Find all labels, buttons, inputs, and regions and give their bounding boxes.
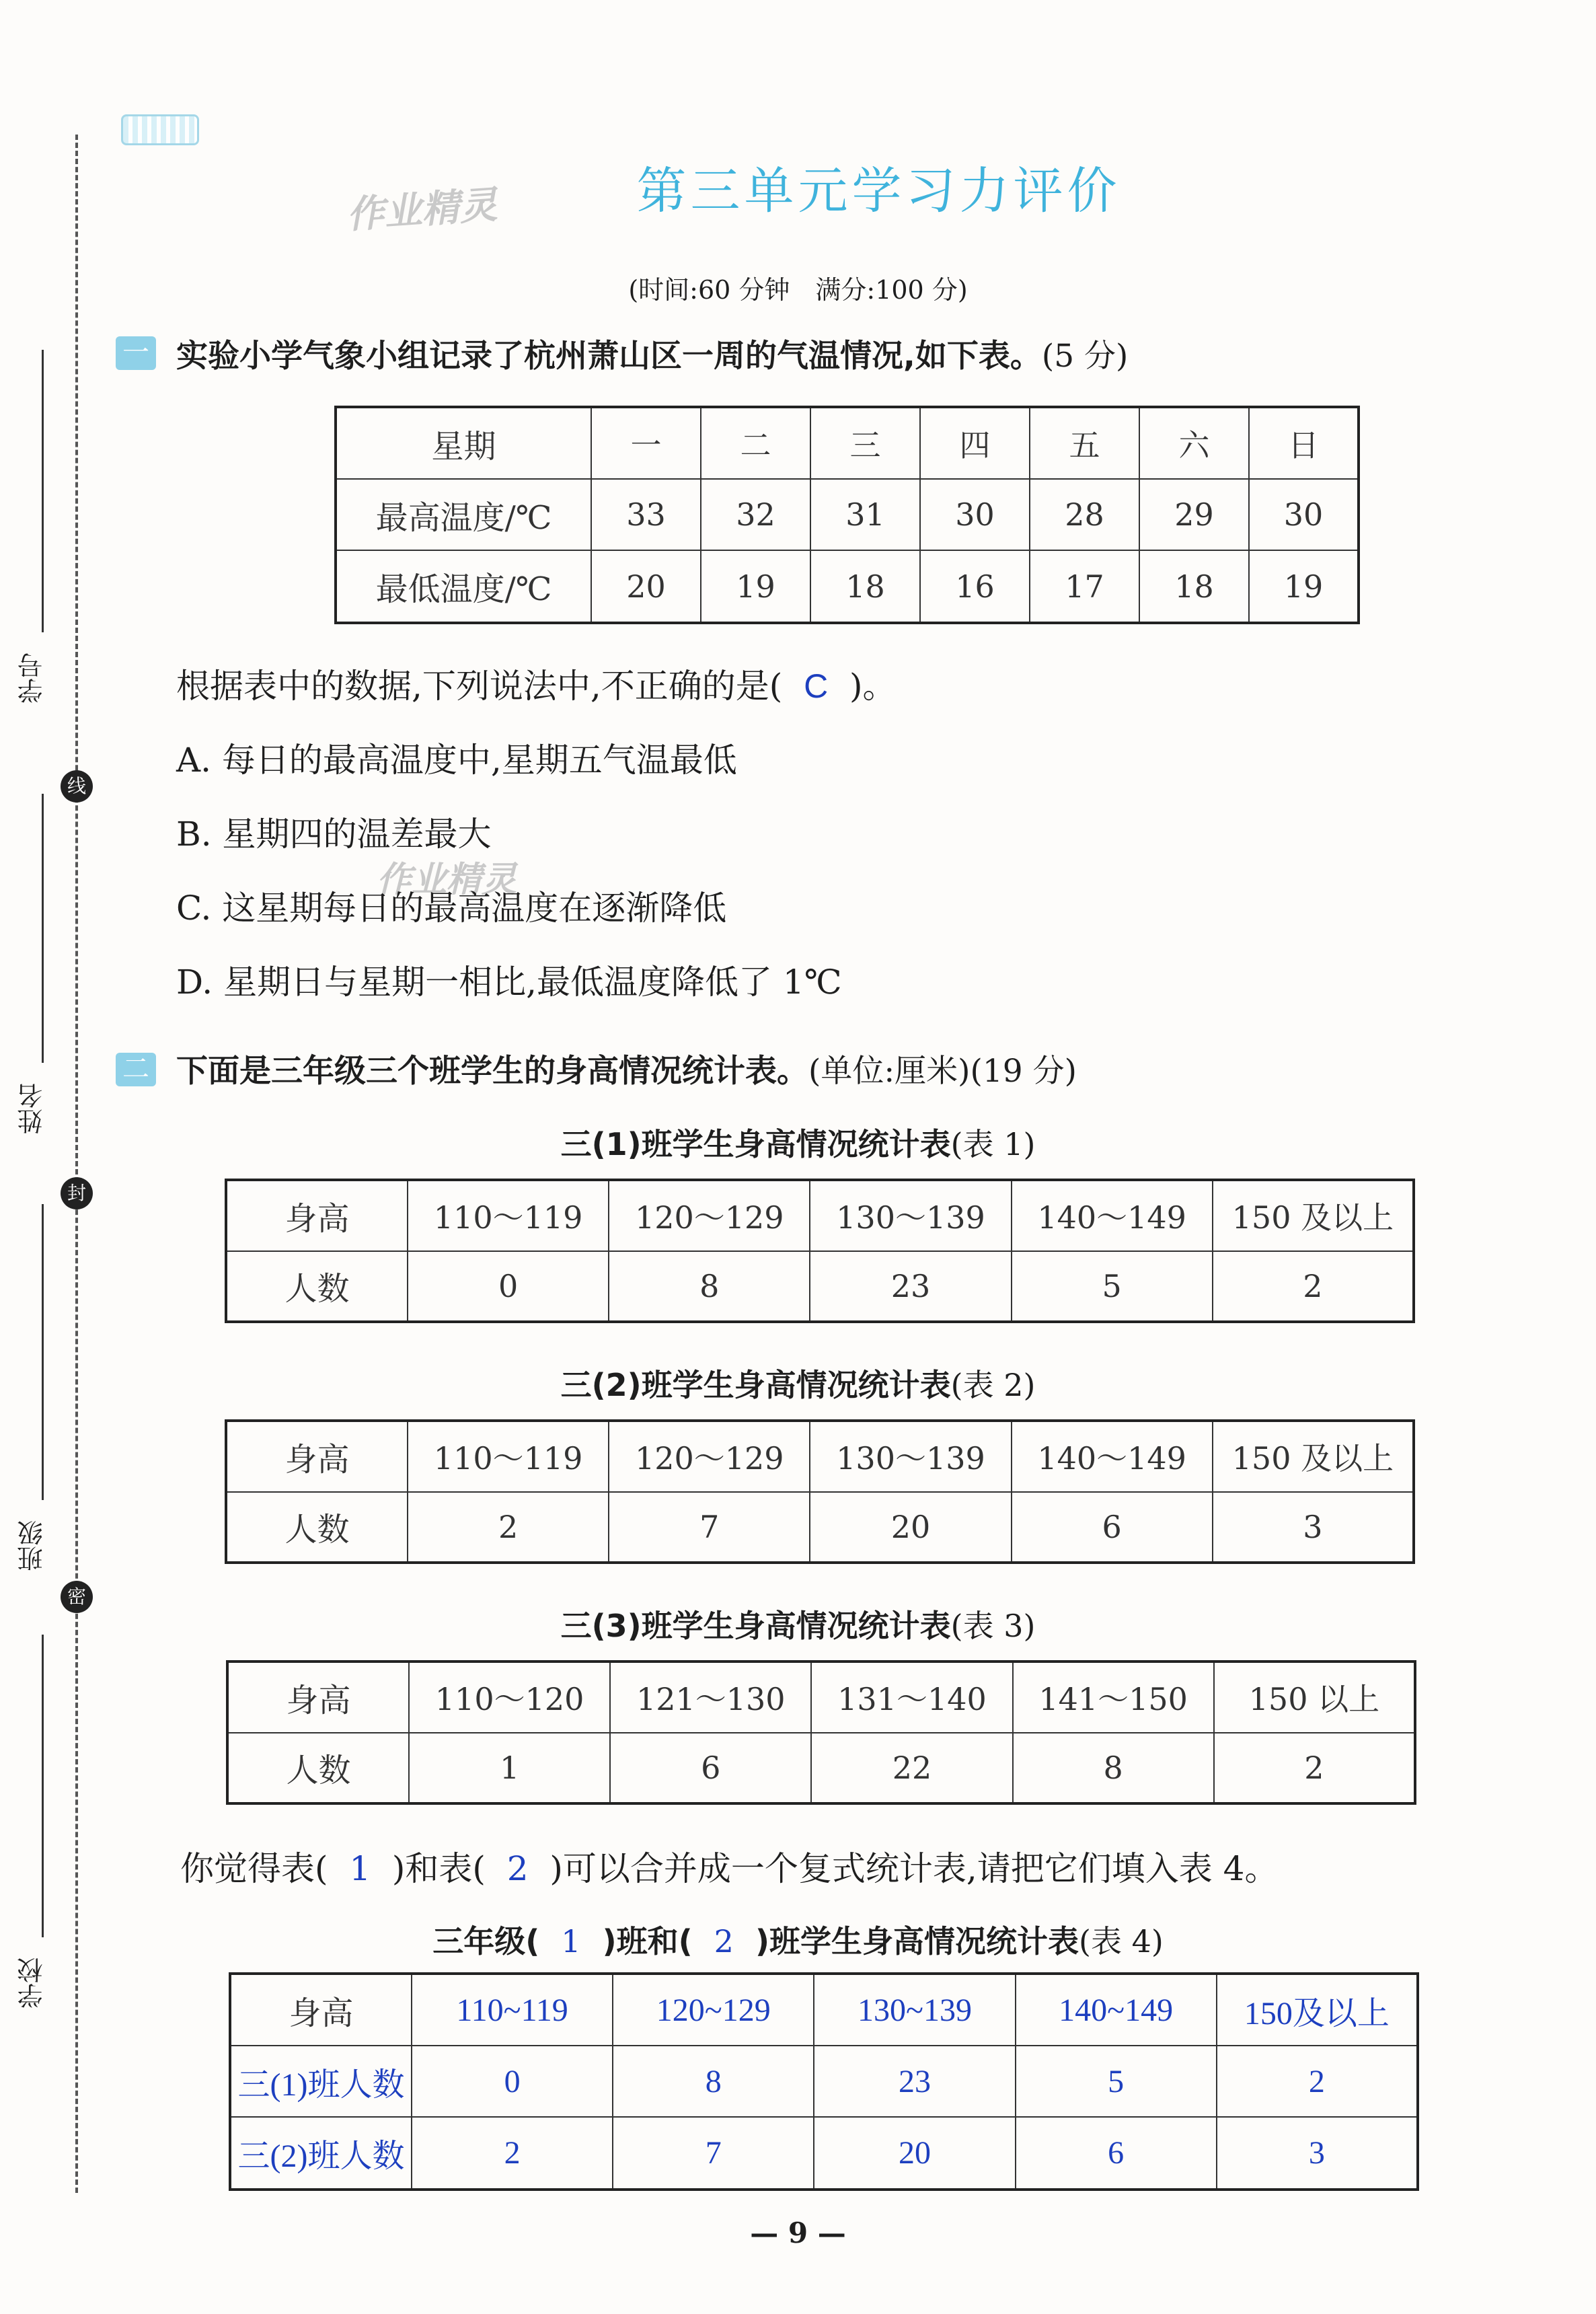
caption-part: 三年级( [432, 1923, 540, 1960]
table-cell: 120～129 [609, 1180, 810, 1251]
table-cell: 140～149 [1012, 1421, 1213, 1492]
page-title: 第三单元学习力评价 [636, 162, 1121, 220]
table-cell: 20 [591, 550, 701, 623]
table-cell: 18 [1139, 550, 1249, 623]
option-c: C. 这星期每日的最高温度在逐渐降低 [176, 889, 727, 928]
table-cell: 2 [1214, 1733, 1415, 1804]
height-table-1 [225, 1179, 1415, 1323]
watermark-2: 作业精灵 [377, 860, 517, 900]
question-2-points: (单位:厘米)(19 分) [808, 1053, 1077, 1090]
table-cell: 身高 [227, 1662, 409, 1733]
question-1-text [176, 331, 1128, 376]
table-cell: 17 [1030, 550, 1139, 623]
table-cell: 7 [613, 2117, 814, 2190]
caption-part: )班学生身高情况统计表 [755, 1923, 1079, 1960]
question-1-prompt [176, 659, 897, 708]
option-d: D. 星期日与星期一相比,最低温度降低了 1℃ [176, 963, 842, 1002]
table-4-answer-1: 1 [561, 1923, 581, 1960]
table-4-answer-2: 2 [714, 1923, 734, 1960]
table-cell: 19 [701, 550, 810, 623]
student-number-label: 学号 [17, 652, 47, 704]
table-cell: 23 [814, 2046, 1015, 2117]
table-cell: 19 [1249, 550, 1359, 623]
table-row [226, 1180, 1414, 1251]
table-cell: 7 [609, 1492, 810, 1563]
question-1-body: 实验小学气象小组记录了杭州萧山区一周的气温情况,如下表。 [176, 338, 1042, 375]
section-one-icon: 一 [116, 336, 156, 370]
table-cell: 33 [591, 479, 701, 550]
table-cell: 6 [1012, 1492, 1213, 1563]
table-row [226, 1251, 1414, 1322]
table-cell: 最低温度/℃ [336, 550, 591, 623]
table-row [230, 1974, 1418, 2046]
option-a: A. 每日的最高温度中,星期五气温最低 [176, 741, 737, 780]
table-cell: 141～150 [1013, 1662, 1214, 1733]
table-cell: 三(2)班人数 [230, 2117, 412, 2190]
caption-part: (表 1) [950, 1126, 1036, 1162]
table-cell: 星期 [336, 407, 591, 479]
name-line [42, 794, 44, 1063]
caption-part: (表 2) [950, 1367, 1036, 1403]
table-row [336, 550, 1359, 623]
table-cell: 8 [609, 1251, 810, 1322]
table-cell: 一 [591, 407, 701, 479]
caption-part: (表 4) [1079, 1923, 1164, 1960]
table-cell: 110～120 [409, 1662, 610, 1733]
table-cell: 六 [1139, 407, 1249, 479]
table-cell: 8 [613, 2046, 814, 2117]
table-cell: 5 [1016, 2046, 1217, 2117]
unit-badge-icon [121, 114, 199, 145]
compound-height-table [229, 1972, 1419, 2191]
table-cell: 131～140 [811, 1662, 1012, 1733]
table-cell: 29 [1139, 479, 1249, 550]
table-cell: 18 [810, 550, 920, 623]
table-cell: 0 [412, 2046, 613, 2117]
table-cell: 140~149 [1016, 1974, 1217, 2046]
table-cell: 二 [701, 407, 810, 479]
class-line [42, 1204, 44, 1500]
question-1-points: (5 分) [1041, 338, 1129, 375]
table-cell: 三 [810, 407, 920, 479]
class-label: 班级 [17, 1520, 47, 1571]
caption-part: 3 [605, 1608, 628, 1644]
table-cell: 150及以上 [1217, 1974, 1418, 2046]
caption-part: )班学生身高情况统计表 [627, 1126, 951, 1162]
table-cell: 16 [920, 550, 1030, 623]
table-1-caption [0, 1120, 1596, 1164]
merge-answer-2: 2 [506, 1849, 529, 1888]
watermark: 作业精灵 [345, 183, 499, 237]
table-cell: 最高温度/℃ [336, 479, 591, 550]
caption-part: 2 [605, 1367, 628, 1403]
table-cell: 2 [1213, 1251, 1414, 1322]
table-2-caption [0, 1361, 1596, 1405]
table-cell: 150 及以上 [1213, 1180, 1414, 1251]
table-row [230, 2046, 1418, 2117]
question-2-text [176, 1046, 1077, 1091]
table-cell: 110～119 [408, 1180, 609, 1251]
table-cell: 8 [1013, 1733, 1214, 1804]
section-two-icon: 二 [116, 1053, 156, 1086]
temperature-table [334, 406, 1360, 624]
table-row [226, 1421, 1414, 1492]
table-cell: 20 [810, 1492, 1011, 1563]
height-table-2 [225, 1419, 1415, 1564]
table-cell: 2 [408, 1492, 609, 1563]
table-cell: 1 [409, 1733, 610, 1804]
student-number-line [42, 350, 44, 632]
school-label: 学校 [17, 1957, 47, 2009]
table-cell: 120～129 [609, 1421, 810, 1492]
table-cell: 110～119 [408, 1421, 609, 1492]
table-row [227, 1662, 1415, 1733]
table-cell: 120~129 [613, 1974, 814, 2046]
table-cell: 三(1)班人数 [230, 2046, 412, 2117]
table-cell: 四 [920, 407, 1030, 479]
table-cell: 30 [920, 479, 1030, 550]
table-cell: 150 及以上 [1213, 1421, 1414, 1492]
table-row [226, 1492, 1414, 1563]
caption-part: )班学生身高情况统计表 [627, 1367, 951, 1403]
seal-line-marker: 线 [61, 770, 93, 803]
table-cell: 28 [1030, 479, 1139, 550]
table-cell: 5 [1012, 1251, 1213, 1322]
table-cell: 22 [811, 1733, 1012, 1804]
table-cell: 20 [814, 2117, 1015, 2190]
table-cell: 6 [610, 1733, 811, 1804]
table-cell: 150 以上 [1214, 1662, 1415, 1733]
merge-question [180, 1842, 1278, 1890]
question-2-body: 下面是三年级三个班学生的身高情况统计表。 [176, 1053, 808, 1090]
table-cell: 30 [1249, 479, 1359, 550]
table-row [336, 479, 1359, 550]
caption-part: (表 3) [950, 1608, 1036, 1644]
table-cell: 6 [1016, 2117, 1217, 2190]
table-cell: 3 [1217, 2117, 1418, 2190]
table-cell: 人数 [227, 1733, 409, 1804]
table-cell: 140～149 [1012, 1180, 1213, 1251]
table-cell: 3 [1213, 1492, 1414, 1563]
prompt-end: )。 [849, 667, 897, 706]
table-row [227, 1733, 1415, 1804]
table-4-caption [0, 1917, 1596, 1962]
exam-info: (时间:60 分钟 满分:100 分) [628, 275, 968, 305]
table-cell: 31 [810, 479, 920, 550]
caption-part: 三( [560, 1126, 606, 1162]
merge-text: )和表( [391, 1849, 486, 1888]
merge-text: )可以合并成一个复式统计表,请把它们填入表 4。 [549, 1849, 1279, 1888]
answer-c: C [804, 667, 829, 705]
table-cell: 0 [408, 1251, 609, 1322]
page-number: — 9 — [750, 2216, 846, 2249]
table-cell: 130～139 [810, 1421, 1011, 1492]
table-cell: 日 [1249, 407, 1359, 479]
caption-part: 三( [560, 1608, 606, 1644]
seal-feng-marker: 封 [61, 1177, 93, 1209]
table-cell: 32 [701, 479, 810, 550]
caption-part: 1 [605, 1126, 628, 1162]
table-cell: 130~139 [814, 1974, 1015, 2046]
name-label: 姓名 [17, 1083, 47, 1134]
caption-part: )班和( [602, 1923, 693, 1960]
table-cell: 2 [1217, 2046, 1418, 2117]
school-line [42, 1635, 44, 1937]
table-row [336, 407, 1359, 479]
table-cell: 130～139 [810, 1180, 1011, 1251]
merge-text: 你觉得表( [180, 1849, 328, 1888]
caption-part: 三( [560, 1367, 606, 1403]
table-cell: 110~119 [412, 1974, 613, 2046]
table-cell: 五 [1030, 407, 1139, 479]
seal-mi-marker: 密 [61, 1581, 93, 1613]
height-table-3 [226, 1660, 1416, 1805]
caption-part: )班学生身高情况统计表 [627, 1608, 951, 1644]
table-cell: 身高 [226, 1421, 408, 1492]
table-cell: 身高 [230, 1974, 412, 2046]
table-row [230, 2117, 1418, 2190]
table-cell: 人数 [226, 1251, 408, 1322]
table-cell: 23 [810, 1251, 1011, 1322]
table-cell: 人数 [226, 1492, 408, 1563]
table-cell: 身高 [226, 1180, 408, 1251]
table-3-caption [0, 1602, 1596, 1646]
table-cell: 2 [412, 2117, 613, 2190]
table-cell: 121～130 [610, 1662, 811, 1733]
prompt-text: 根据表中的数据,下列说法中,不正确的是( [176, 667, 783, 706]
merge-answer-1: 1 [349, 1849, 371, 1888]
option-b: B. 星期四的温差最大 [176, 815, 492, 854]
